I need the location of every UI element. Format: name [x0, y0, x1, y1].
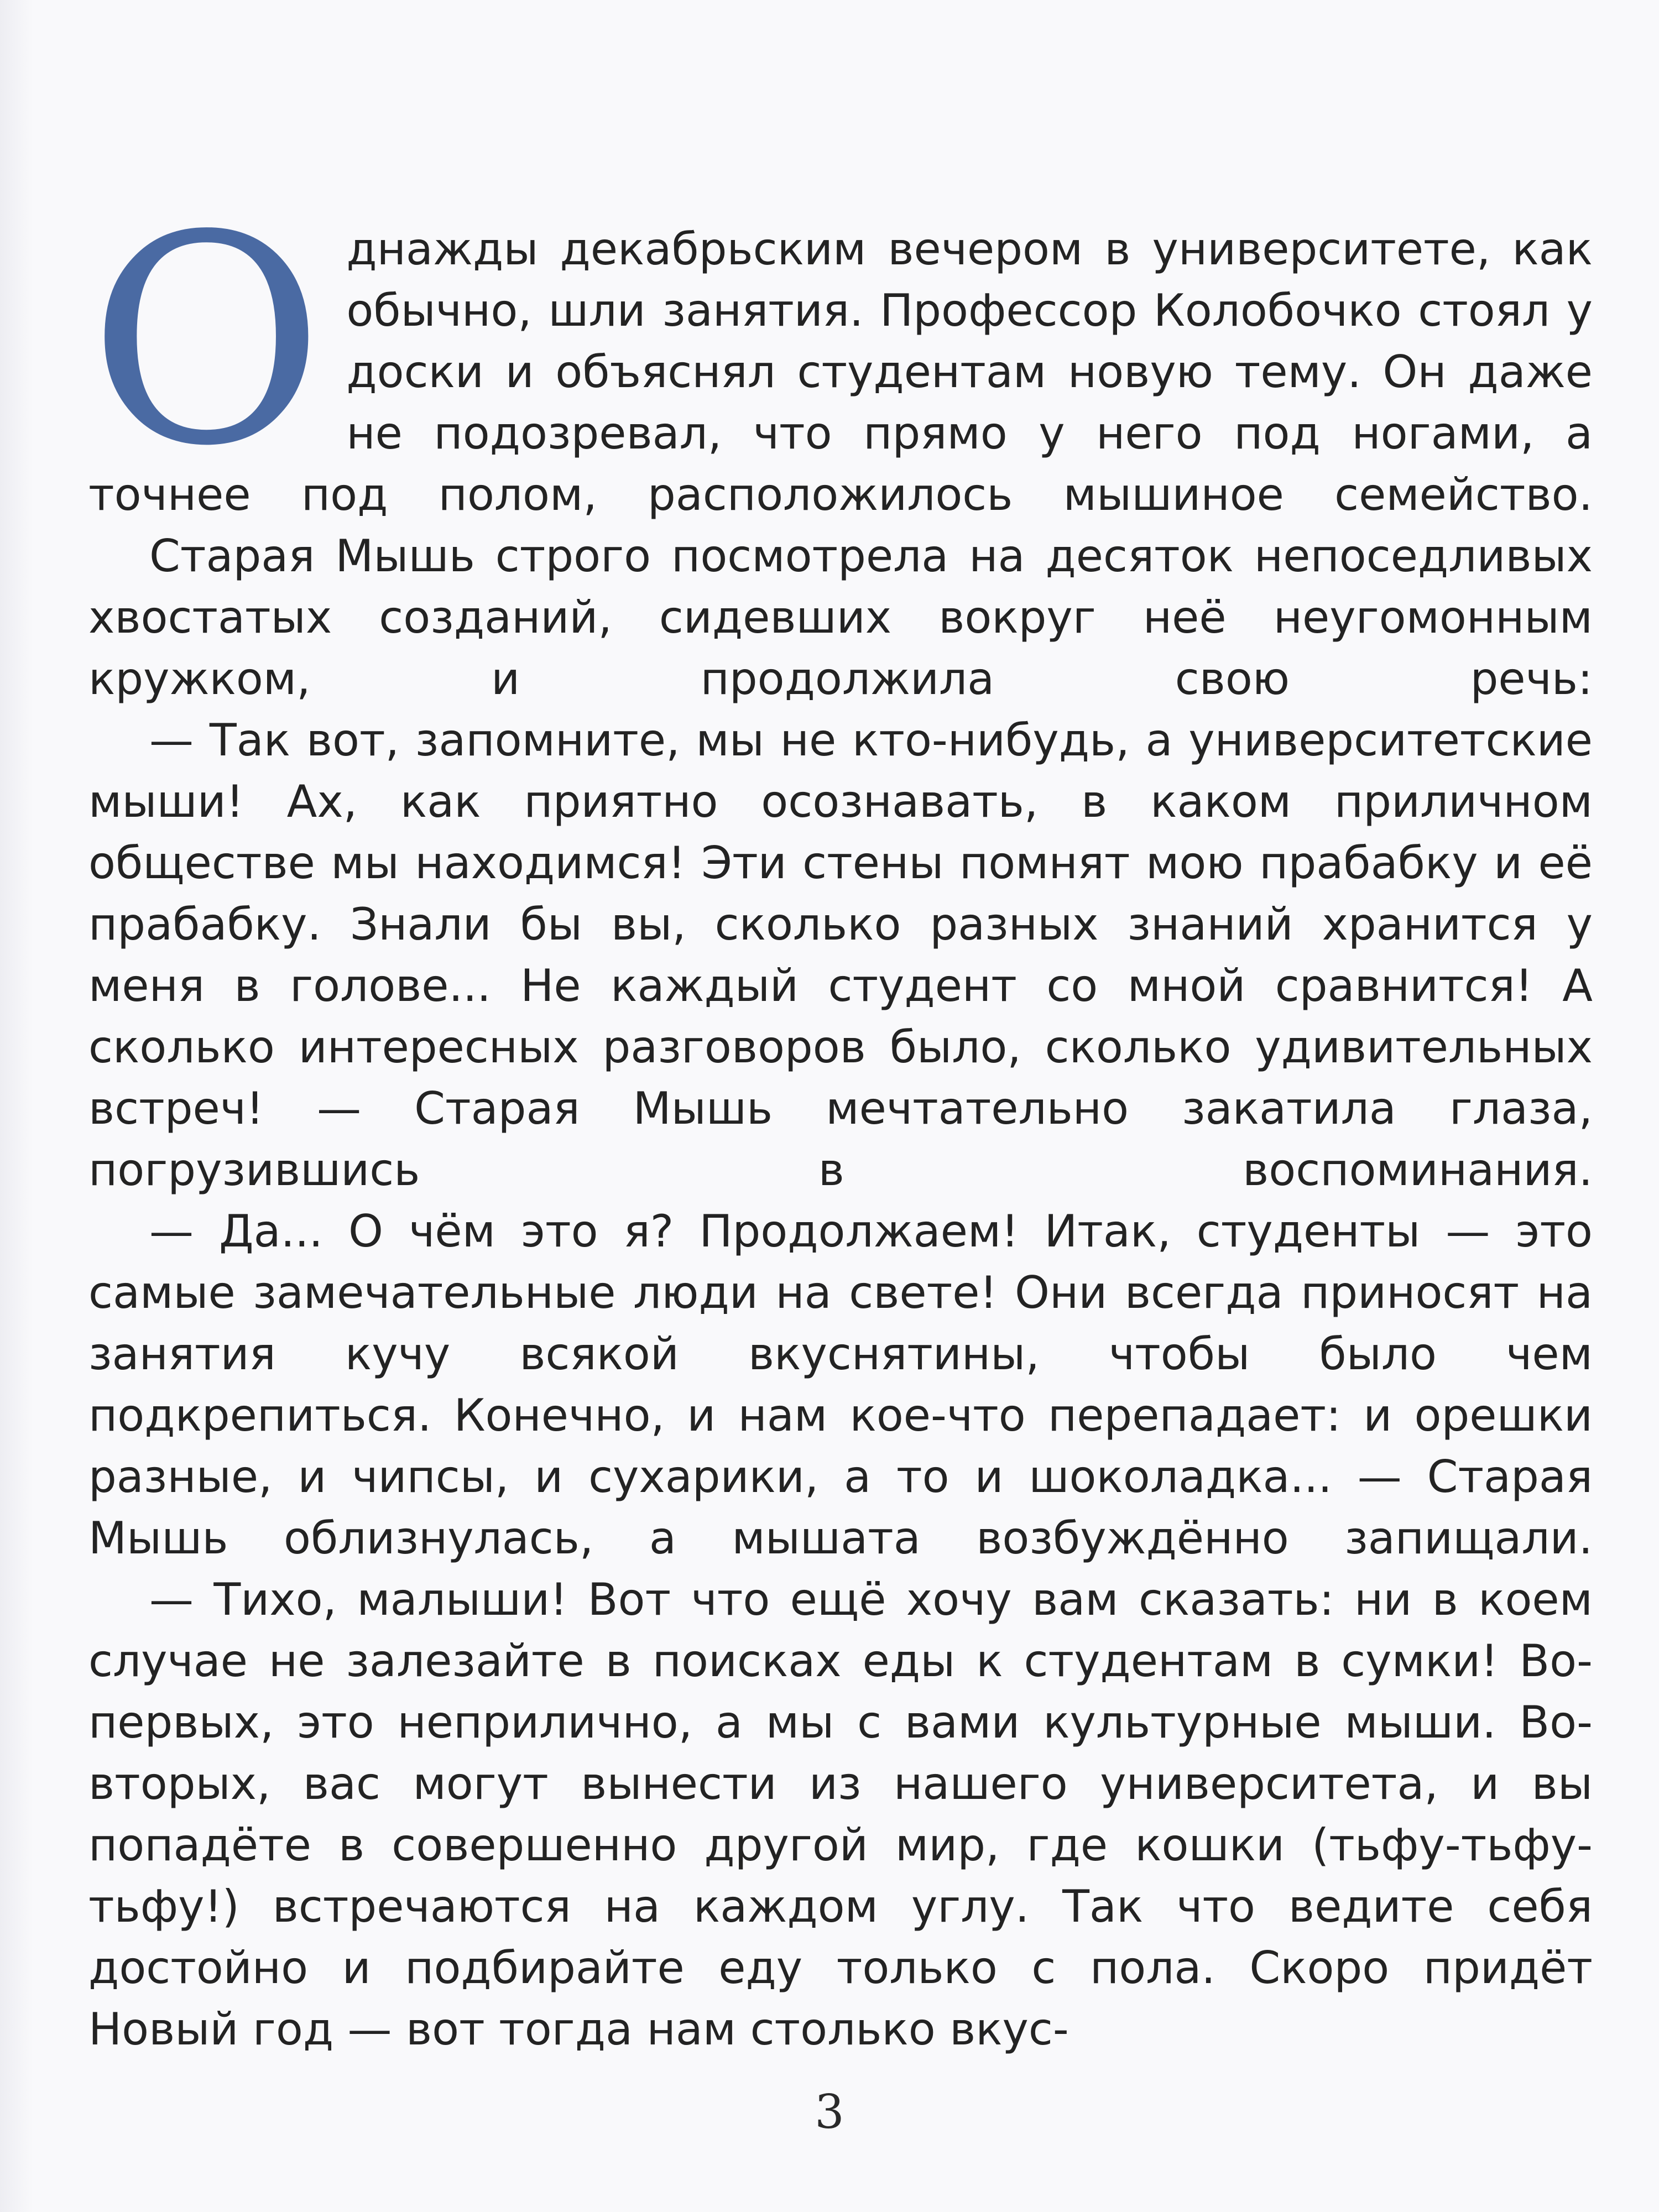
paragraph-4 — [88, 1201, 1593, 1569]
paragraph-3 — [88, 709, 1593, 1201]
paragraph-5 — [88, 1569, 1593, 2060]
paragraph-2 — [88, 525, 1593, 709]
paragraph-1-text: днажды декабрьским вечером в университете, как обычно, шли занятия. Профессор Колобочко стоял у доски и объяснял студентам новую тему. Он даже не подозревал, что прямо у него под ногами, а точнее под полом, расположилось мышиное семейство. — [88, 223, 1593, 520]
page-number: 3 — [815, 2085, 844, 2139]
story-text — [88, 174, 1593, 2060]
paragraph-1 — [88, 174, 1593, 525]
paragraph-2-text: Старая Мышь строго посмотрела на десяток непоседливых хвостатых созданий, сидевших вокруг неё неугомонным кружком, и продолжила свою речь: — [88, 530, 1593, 705]
paragraph-5-text: — Тихо, малыши! Вот что ещё хочу вам сказать: ни в коем случае не залезайте в поисках еды к студентам в сумки! Во-первых, это неприлично, а мы с вами культурные мыши. Во-вторых, вас могут вынести из нашего университета, и вы попадёте в совершенно другой мир, где кошки (тьфу-тьфу-тьфу!) встречаются на каждом углу. Так что ведите себя достойно и подбирайте еду только с пола. Скоро придёт Новый год — вот тогда нам столько вкус- — [88, 1574, 1593, 2055]
paragraph-4-text: — Да... О чём это я? Продолжаем! Итак, студенты — это самые замечательные люди на свете! Они всегда приносят на занятия кучу всякой вкуснятины, чтобы было чем подкрепиться. Конечно, и нам кое-что перепадает: и орешки разные, и чипсы, и сухарики, а то и шоколадка... — Старая Мышь облизнулась, а мышата возбуждённо запищали. — [88, 1206, 1593, 1564]
paragraph-3-text: — Так вот, запомните, мы не кто-нибудь, а университетские мыши! Ах, как приятно осознавать, в каком приличном обществе мы находимся! Эти стены помнят мою прабабку и её прабабку. Знали бы вы, сколько разных знаний хранится у меня в голове... Не каждый студент со мной сравнится! А сколько интересных разговоров было, сколько удивительных встреч! — Старая Мышь мечтательно закатила глаза, погрузившись в воспоминания. — [88, 714, 1593, 1196]
drop-cap-letter: О — [88, 174, 325, 509]
page-gutter-shadow — [0, 0, 33, 2212]
